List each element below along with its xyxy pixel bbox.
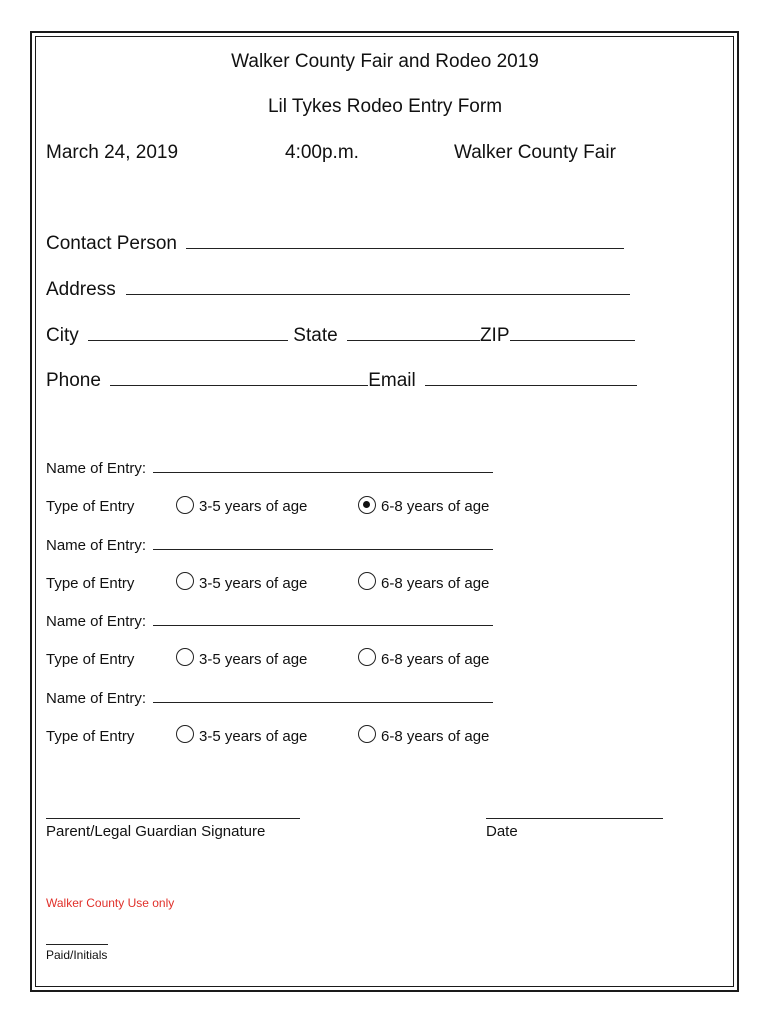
radio-6-8-entry-1[interactable] <box>358 496 376 514</box>
entry-name-label: Name of Entry: <box>46 690 147 707</box>
entry-name-row-3 <box>46 612 493 630</box>
radio-3-5-entry-4[interactable] <box>176 725 194 743</box>
form-subtitle: Lil Tykes Rodeo Entry Form <box>267 96 503 117</box>
option-3-5-label: 3-5 years of age <box>199 498 308 515</box>
signature-date-line[interactable] <box>486 818 663 819</box>
address-row <box>46 278 630 301</box>
contact-person-row <box>46 232 624 255</box>
entry-name-label: Name of Entry: <box>46 537 147 554</box>
city-label: City <box>46 325 79 346</box>
address-field[interactable] <box>126 278 630 295</box>
option-6-8-label: 6-8 years of age <box>381 498 490 515</box>
radio-6-8-entry-4[interactable] <box>358 725 376 743</box>
email-field[interactable] <box>425 369 637 386</box>
entry-type-label: Type of Entry <box>46 728 135 745</box>
guardian-signature-line[interactable] <box>46 818 300 819</box>
office-use-only-label: Walker County Use only <box>46 896 175 910</box>
option-3-5-label: 3-5 years of age <box>199 651 308 668</box>
guardian-signature-label: Parent/Legal Guardian Signature <box>46 823 266 840</box>
option-3-5-label: 3-5 years of age <box>199 728 308 745</box>
paid-initials-label: Paid/Initials <box>46 948 108 962</box>
radio-3-5-entry-1[interactable] <box>176 496 194 514</box>
city-field[interactable] <box>88 324 288 341</box>
address-label: Address <box>46 279 116 300</box>
radio-3-5-entry-3[interactable] <box>176 648 194 666</box>
option-6-8-label: 6-8 years of age <box>381 728 490 745</box>
entry-name-row-1 <box>46 459 493 477</box>
state-field[interactable] <box>347 324 480 341</box>
state-label: State <box>293 325 338 346</box>
entry-name-field-3[interactable] <box>153 612 493 626</box>
event-date: March 24, 2019 <box>46 142 179 163</box>
paid-initials-line[interactable] <box>46 944 108 945</box>
option-3-5-label: 3-5 years of age <box>199 575 308 592</box>
zip-label: ZIP <box>479 325 510 346</box>
radio-3-5-entry-2[interactable] <box>176 572 194 590</box>
entry-type-label: Type of Entry <box>46 651 135 668</box>
radio-6-8-entry-2[interactable] <box>358 572 376 590</box>
event-location: Walker County Fair <box>454 142 616 163</box>
option-6-8-label: 6-8 years of age <box>381 651 490 668</box>
event-time: 4:00p.m. <box>285 142 359 163</box>
contact-person-field[interactable] <box>186 232 624 249</box>
email-label: Email <box>368 370 416 391</box>
radio-6-8-entry-3[interactable] <box>358 648 376 666</box>
entry-name-field-4[interactable] <box>153 689 493 703</box>
phone-field[interactable] <box>110 369 368 386</box>
zip-field[interactable] <box>510 324 635 341</box>
entry-type-label: Type of Entry <box>46 498 135 515</box>
signature-date-label: Date <box>486 823 518 840</box>
entry-type-label: Type of Entry <box>46 575 135 592</box>
option-6-8-label: 6-8 years of age <box>381 575 490 592</box>
contact-person-label: Contact Person <box>46 233 177 254</box>
entry-name-label: Name of Entry: <box>46 613 147 630</box>
entry-name-label: Name of Entry: <box>46 460 147 477</box>
entry-name-row-4 <box>46 689 493 707</box>
entry-name-row-2 <box>46 536 493 554</box>
entry-name-field-1[interactable] <box>153 459 493 473</box>
form-title: Walker County Fair and Rodeo 2019 <box>231 51 539 72</box>
phone-label: Phone <box>46 370 101 391</box>
city-state-zip-row <box>46 324 635 347</box>
phone-email-row <box>46 369 637 392</box>
entry-name-field-2[interactable] <box>153 536 493 550</box>
